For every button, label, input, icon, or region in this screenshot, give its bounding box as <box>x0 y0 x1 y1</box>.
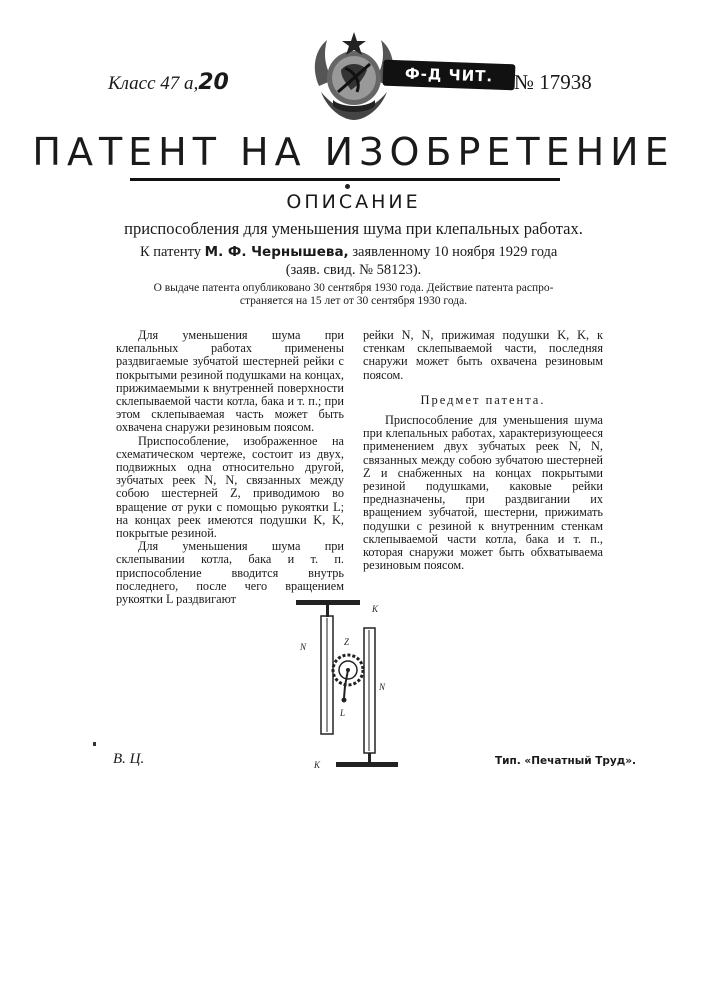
reference-prefix: К патенту <box>140 244 202 260</box>
patent-reference <box>140 244 557 261</box>
schematic-drawing <box>288 598 398 770</box>
body-paragraph: Для уменьшения шума при склепывании котла, бака и т. п. приспособление вводится внутрь последнего, после чего вращением рукоятки L раздвигают <box>116 539 344 607</box>
body-paragraph: Приспособление, изображенное на схематическом чертеже, состоит из двух, подвижных одна относительно другой, зубчатых реек N, N, связанных между собою шестерней Z, приводимою во вращение от руки с помощью рукоятки L; на концах реек имеются подушки K, K, покрытые резиной. <box>116 433 344 541</box>
title-rule <box>130 178 560 181</box>
patent-class <box>108 70 229 95</box>
class-handwritten: 20 <box>198 70 229 95</box>
body-column-left <box>116 329 344 606</box>
class-label: Класс 47 а, <box>108 73 199 94</box>
label-n-right: N <box>379 682 386 692</box>
library-stamp: Ф-Д ЧИТ. ЗАЛА <box>383 60 516 91</box>
top-pad <box>296 600 360 605</box>
label-z: Z <box>344 637 350 647</box>
footer-left: В. Ц. <box>113 751 145 767</box>
patent-number: № 17938 <box>514 70 592 94</box>
label-k-top: K <box>372 604 379 614</box>
publication-line-2: страняется на 15 лет от 30 сентября 1930 года. <box>239 295 468 307</box>
author-name: М. Ф. Чернышева, <box>204 244 349 260</box>
label-k-bottom: K <box>314 760 321 770</box>
top-stem <box>326 605 329 617</box>
application-number: (заяв. свид. № 58123). <box>285 262 422 278</box>
body-column-right <box>363 329 603 572</box>
page-title: ПАТЕНТ НА ИЗОБРЕТЕНИЕ <box>32 130 675 174</box>
filing-date: заявленному 10 ноября 1929 года <box>352 244 558 260</box>
description-heading: ОПИСАНИЕ <box>286 191 421 213</box>
bottom-stem <box>368 753 371 763</box>
bottom-pad <box>336 762 398 767</box>
body-paragraph: Для уменьшения шума при клепальных работах применены раздвигаемые зубчатой шестерней рейки с покрытыми резиной подушками на концах, прижимаемыми к внутренней поверхности склепываемой части котла, бака и т. п.; при этом склепываемая часть может быть охвачена снаружи резиновым поясом. <box>116 328 344 435</box>
decorative-dot <box>345 184 350 189</box>
print-speck <box>93 742 96 746</box>
crank-handle <box>344 670 348 698</box>
claims-heading: Предмет патента. <box>420 392 546 407</box>
claim-text: Приспособление для уменьшения шума при клепальных работах, характеризующееся применением двух зубчатых реек N, N, связанных между собою зубчатою шестерней Z и снабженных на концах покрытыми резиной подушками, каковые рейки предназначены, при раздвигании их вращением зубчатой, шестерни, прижимать подушки с резиной к внутренним стенкам склепываемой части котла, бака и т. п., которая снаружи может быть обхватываема резиновым поясом. <box>363 413 603 573</box>
publication-line-1: О выдаче патента опубликовано 30 сентября 1930 года. Действие патента распро- <box>153 282 554 294</box>
label-l: L <box>340 708 346 718</box>
footer-printer: Тип. «Печатный Труд». <box>495 755 637 767</box>
patent-subject: приспособления для уменьшения шума при клепальных работах. <box>124 219 583 238</box>
label-n-left: N <box>300 642 307 652</box>
body-continuation: рейки N, N, прижимая подушки K, K, к стенкам склепываемой части, последняя снаружи может быть охвачена резиновым поясом. <box>363 328 603 382</box>
